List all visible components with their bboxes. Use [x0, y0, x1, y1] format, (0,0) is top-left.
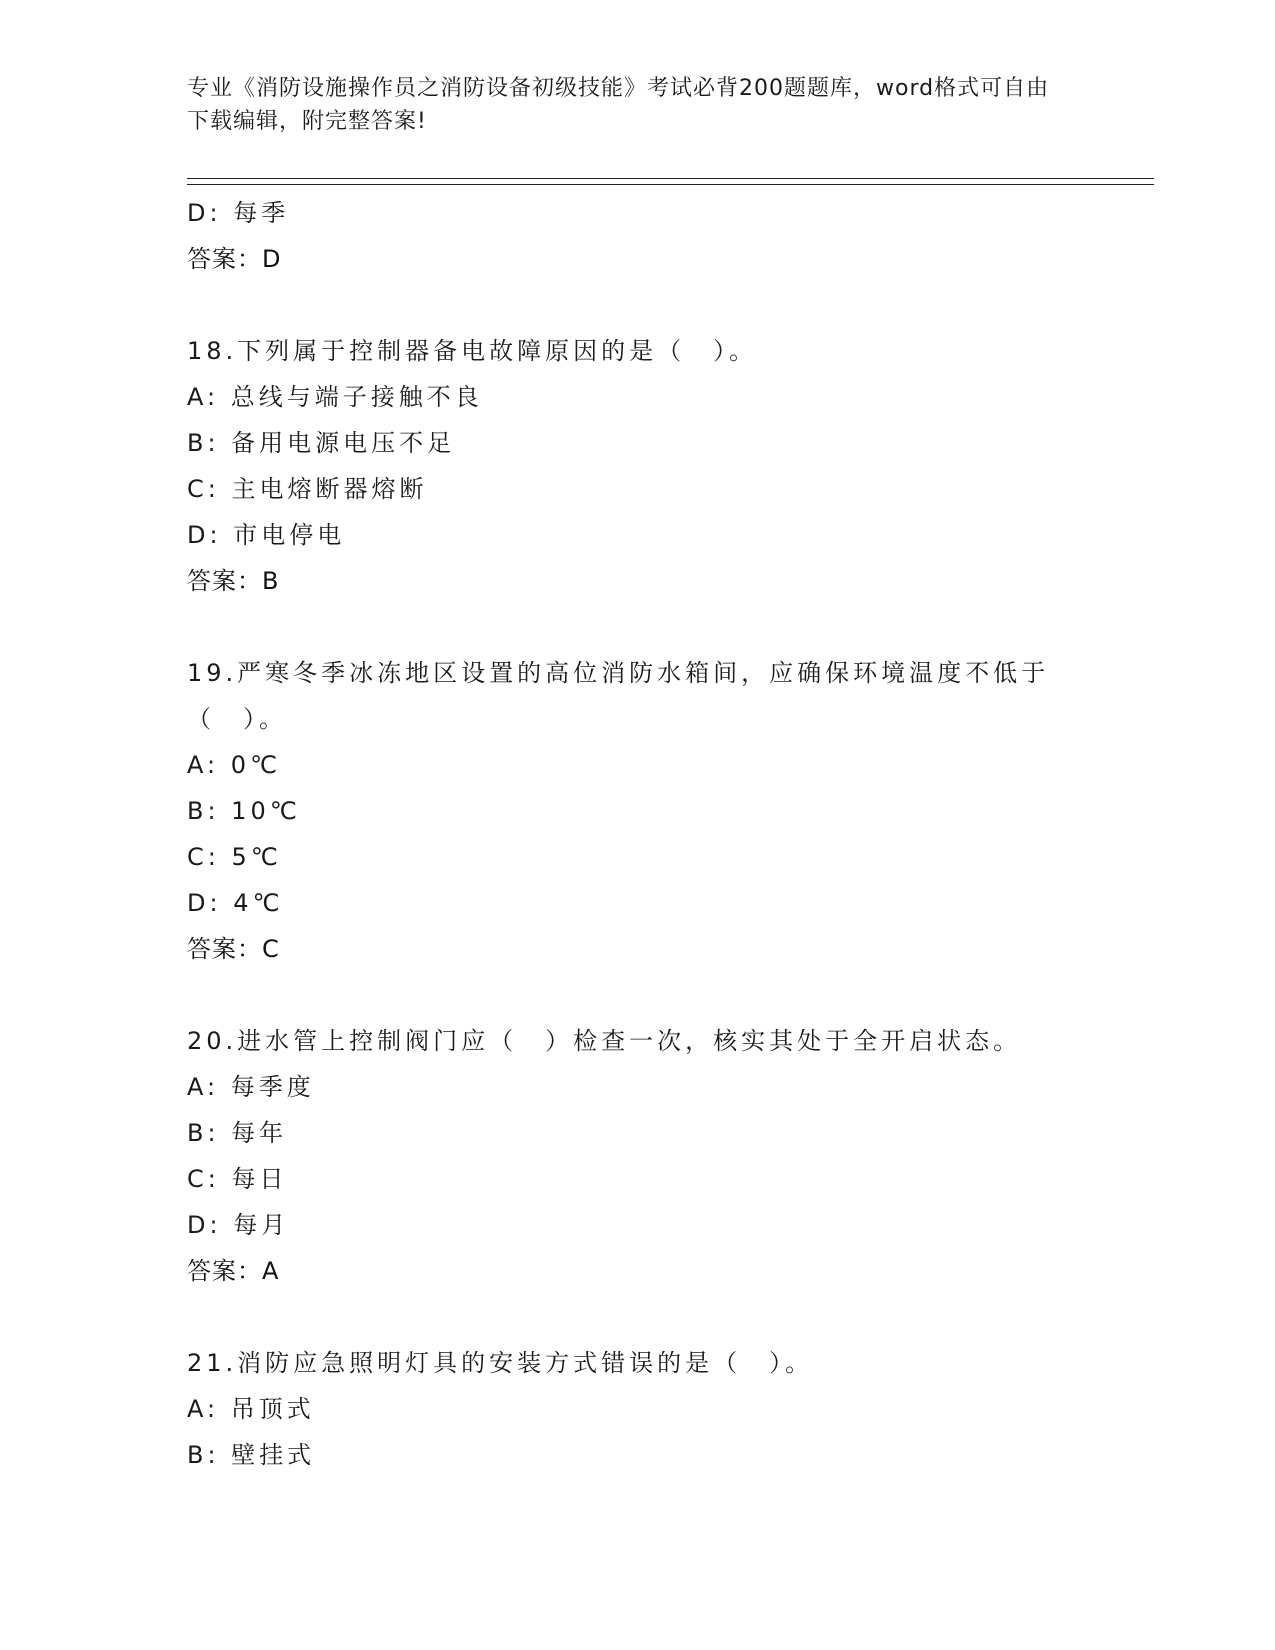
q19-answer: 答案：C: [187, 935, 280, 963]
question-content: [187, 190, 1087, 1478]
q20-option-d: D: 每月: [187, 1211, 290, 1239]
q20-option-a: A: 每季度: [187, 1073, 315, 1101]
q20-option-c: C: 每日: [187, 1165, 288, 1193]
q19-option-d: D: 4℃: [187, 889, 284, 917]
header-text: 专业《消防设施操作员之消防设备初级技能》考试必背200题题库，word格式可自由下载编辑，附完整答案!: [187, 76, 1050, 134]
q18-answer: 答案：B: [187, 567, 280, 595]
q18-stem: 18.下列属于控制器备电故障原因的是（ ）。: [187, 337, 758, 365]
document-header: [187, 72, 1067, 138]
q19-option-a: A: 0℃: [187, 751, 281, 779]
q20-stem: 20.进水管上控制阀门应（ ）检查一次，核实其处于全开启状态。: [187, 1027, 1022, 1055]
prev-answer: 答案：D: [187, 245, 282, 273]
q20-answer: 答案：A: [187, 1257, 280, 1285]
q21-option-b: B: 壁挂式: [187, 1441, 316, 1469]
q21-option-a: A: 吊顶式: [187, 1395, 315, 1423]
q19-stem-line2: （ ）。: [187, 705, 287, 733]
q21-stem: 21.消防应急照明灯具的安装方式错误的是（ ）。: [187, 1349, 814, 1377]
spacer: [187, 1294, 1087, 1340]
q20-option-b: B: 每年: [187, 1119, 288, 1147]
q19-stem-line1: 19.严寒冬季冰冻地区设置的高位消防水箱间，应确保环境温度不低于: [187, 659, 1050, 687]
q19-option-b: B: 10℃: [187, 797, 301, 825]
q18-option-b: B: 备用电源电压不足: [187, 429, 456, 457]
prev-option-d: D: 每季: [187, 199, 290, 227]
q18-option-a: A: 总线与端子接触不良: [187, 383, 483, 411]
header-divider: [187, 178, 1154, 185]
q18-option-c: C: 主电熔断器熔断: [187, 475, 428, 503]
spacer: [187, 604, 1087, 650]
q18-option-d: D: 市电停电: [187, 521, 346, 549]
spacer: [187, 972, 1087, 1018]
q19-option-c: C: 5℃: [187, 843, 282, 871]
spacer: [187, 282, 1087, 328]
